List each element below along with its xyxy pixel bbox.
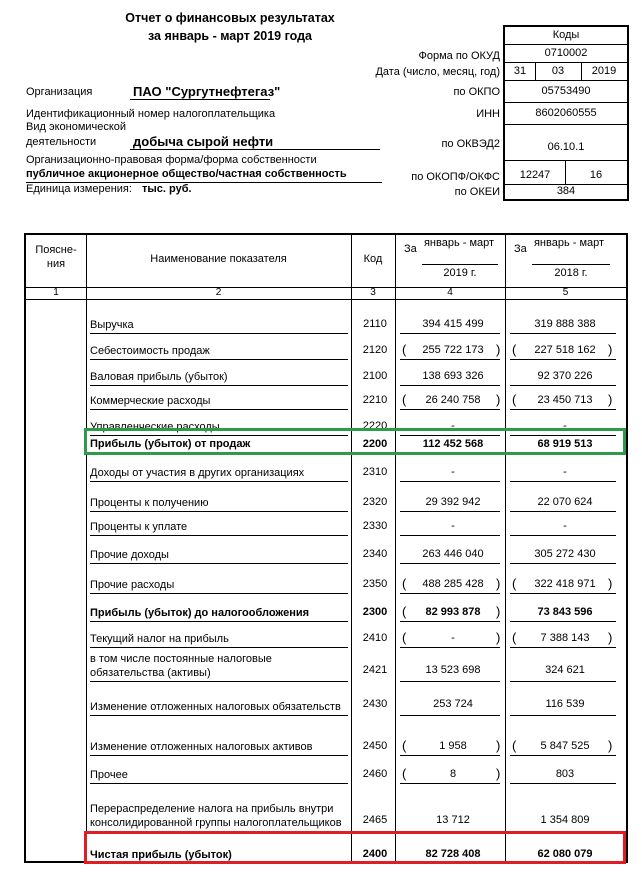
value-underline-2018 bbox=[510, 715, 616, 716]
value-underline-2019 bbox=[400, 333, 500, 334]
value-underline-2018 bbox=[510, 409, 616, 410]
row-value-2018: 73 843 596 bbox=[537, 606, 593, 618]
report-period: за январь - март 2019 года bbox=[148, 29, 312, 43]
name-underline bbox=[90, 621, 348, 622]
report-title: Отчет о финансовых результатах bbox=[125, 11, 335, 25]
row-name: Выручка bbox=[90, 319, 134, 331]
row-name: Текущий налог на прибыль bbox=[90, 633, 229, 645]
row-code: 2410 bbox=[362, 632, 388, 644]
row-name: Валовая прибыль (убыток) bbox=[90, 371, 228, 383]
row-value-2018: 5 847 525 bbox=[540, 740, 590, 752]
table-row bbox=[26, 763, 626, 785]
value-underline-2018 bbox=[510, 481, 616, 482]
row-value-2019: 82 993 878 bbox=[425, 606, 481, 618]
col-header-p2-period: январь - март bbox=[533, 237, 605, 249]
okud-label: Форма по ОКУД bbox=[418, 50, 500, 62]
name-underline bbox=[90, 359, 348, 360]
inn-label: ИНН bbox=[476, 108, 500, 120]
table-row bbox=[26, 787, 626, 833]
row-name: Прочие расходы bbox=[90, 579, 175, 591]
value-underline-2019 bbox=[400, 647, 500, 648]
numbers-divider bbox=[26, 299, 626, 300]
row-name: Управленческие расходы bbox=[90, 421, 220, 433]
value-underline-2018 bbox=[510, 511, 616, 512]
value-underline-2019 bbox=[400, 481, 500, 482]
row-value-2018: 324 621 bbox=[545, 664, 585, 676]
row-name: Себестоимость продаж bbox=[90, 345, 210, 357]
okopf-value: 12247 bbox=[505, 161, 565, 185]
name-underline bbox=[90, 783, 348, 784]
paren-close-2018: ) bbox=[608, 630, 613, 645]
name-underline bbox=[90, 647, 348, 648]
paren-open-2019: ( bbox=[402, 630, 407, 645]
name-underline bbox=[90, 481, 348, 482]
activity-underline bbox=[130, 149, 380, 150]
value-underline-2018 bbox=[510, 681, 616, 682]
value-underline-2018 bbox=[510, 621, 616, 622]
name-underline bbox=[90, 715, 348, 716]
org-value: ПАО "Сургутнефтегаз" bbox=[133, 84, 281, 99]
table-row bbox=[26, 313, 626, 335]
name-underline bbox=[90, 593, 348, 594]
col-num-3: 3 bbox=[370, 287, 376, 298]
row-code: 2450 bbox=[362, 740, 388, 752]
row-value-2019: 112 452 568 bbox=[422, 438, 484, 450]
row-code: 2200 bbox=[362, 438, 388, 450]
paren-open-2019: ( bbox=[402, 604, 407, 619]
activity-label-1: Вид экономической bbox=[26, 121, 127, 133]
row-value-2019: 1 958 bbox=[439, 740, 467, 752]
col-header-p1-za: За bbox=[404, 243, 417, 255]
row-code: 2320 bbox=[362, 496, 388, 508]
row-value-2018: 803 bbox=[555, 768, 575, 780]
col-header-code: Код bbox=[363, 253, 383, 265]
paren-open-2018: ( bbox=[512, 630, 517, 645]
paren-open-2019: ( bbox=[402, 576, 407, 591]
row-value-2019: 8 bbox=[449, 768, 457, 780]
row-code: 2350 bbox=[362, 578, 388, 590]
table-row bbox=[26, 515, 626, 537]
row-value-2018: 1 354 809 bbox=[540, 814, 590, 826]
value-underline-2019 bbox=[400, 715, 500, 716]
row-value-2019: 138 693 326 bbox=[422, 370, 484, 382]
value-underline-2019 bbox=[400, 385, 500, 386]
col-header-p2-za: За bbox=[514, 243, 527, 255]
name-underline bbox=[90, 563, 348, 564]
row-code: 2400 bbox=[362, 848, 388, 860]
row-value-2018: 92 370 226 bbox=[537, 370, 593, 382]
financial-results-table bbox=[24, 233, 628, 863]
row-value-2019: 29 392 942 bbox=[425, 496, 481, 508]
row-value-2019: - bbox=[451, 420, 455, 432]
name-underline bbox=[90, 385, 348, 386]
table-row bbox=[26, 651, 626, 683]
paren-open-2018: ( bbox=[512, 738, 517, 753]
date-year: 2019 bbox=[581, 63, 627, 81]
row-value-2018: 116 539 bbox=[545, 698, 585, 710]
name-underline bbox=[90, 535, 348, 536]
row-name: Коммерческие расходы bbox=[90, 395, 211, 407]
highlight-net-profit bbox=[84, 831, 626, 864]
row-value-2018: 7 388 143 bbox=[540, 632, 590, 644]
row-code: 2310 bbox=[362, 466, 388, 478]
col-num-1: 1 bbox=[53, 287, 59, 298]
paren-close-2018: ) bbox=[608, 738, 613, 753]
col-header-name: Наименование показателя bbox=[150, 253, 287, 265]
row-name: Перераспределение налога на прибыль внутри консолидированной группы налогоплательщиков bbox=[90, 803, 342, 829]
row-code: 2210 bbox=[362, 394, 388, 406]
org-label: Организация bbox=[26, 86, 93, 98]
name-underline bbox=[90, 511, 348, 512]
value-underline-2018 bbox=[510, 593, 616, 594]
codes-box bbox=[503, 25, 629, 201]
paren-open-2018: ( bbox=[512, 392, 517, 407]
org-underline bbox=[130, 99, 270, 100]
paren-open-2019: ( bbox=[402, 738, 407, 753]
col-header-p2-underline bbox=[532, 264, 610, 265]
okved-label: по ОКВЭД2 bbox=[441, 138, 500, 150]
form-value: публичное акционерное общество/частная собственность bbox=[26, 168, 347, 180]
row-code: 2465 bbox=[362, 814, 388, 826]
value-underline-2019 bbox=[400, 535, 500, 536]
highlight-sales-profit bbox=[84, 428, 626, 455]
row-value-2019: - bbox=[451, 466, 455, 478]
row-name: Прибыль (убыток) от продаж bbox=[90, 438, 251, 450]
value-underline-2019 bbox=[400, 755, 500, 756]
paren-close-2019: ) bbox=[496, 342, 501, 357]
row-name: Проценты к получению bbox=[90, 497, 209, 509]
row-value-2019: 488 285 428 bbox=[422, 578, 484, 590]
value-underline-2018 bbox=[510, 563, 616, 564]
date-divider-1 bbox=[535, 63, 536, 81]
row-value-2018: 23 450 713 bbox=[537, 394, 593, 406]
table-row bbox=[26, 339, 626, 361]
activity-label-2: деятельности bbox=[26, 136, 97, 148]
inn-value: 8602060555 bbox=[505, 103, 627, 125]
row-value-2018: - bbox=[563, 466, 567, 478]
codes-header: Коды bbox=[505, 27, 627, 45]
row-name: Изменение отложенных налоговых обязательств bbox=[90, 701, 341, 713]
unit-label: Единица измерения: bbox=[26, 183, 132, 195]
row-code: 2340 bbox=[362, 548, 388, 560]
value-underline-2019 bbox=[400, 409, 500, 410]
row-value-2019: 82 728 408 bbox=[425, 848, 481, 860]
table-row bbox=[26, 735, 626, 757]
paren-open-2018: ( bbox=[512, 576, 517, 591]
row-value-2019: 13 523 698 bbox=[425, 664, 481, 676]
col-num-4: 4 bbox=[447, 287, 453, 298]
okopf-divider bbox=[565, 161, 566, 185]
row-name: Прочее bbox=[90, 769, 128, 781]
table-row bbox=[26, 601, 626, 623]
okpo-label: по ОКПО bbox=[453, 86, 500, 98]
row-code: 2460 bbox=[362, 768, 388, 780]
value-underline-2018 bbox=[510, 333, 616, 334]
row-name: в том числе постоянные налоговые обязательства (активы) bbox=[90, 653, 272, 679]
col-num-5: 5 bbox=[562, 287, 569, 298]
row-value-2019: 253 724 bbox=[433, 698, 473, 710]
row-value-2019: 255 722 173 bbox=[422, 344, 484, 356]
paren-close-2019: ) bbox=[496, 630, 501, 645]
paren-close-2019: ) bbox=[496, 576, 501, 591]
date-divider-2 bbox=[581, 63, 582, 81]
table-row bbox=[26, 461, 626, 483]
activity-value: добыча сырой нефти bbox=[133, 134, 274, 149]
row-value-2018: 319 888 388 bbox=[534, 318, 596, 330]
col-header-notes: Поясне- ния bbox=[35, 244, 77, 270]
okfs-value: 16 bbox=[565, 161, 627, 185]
date-day: 31 bbox=[505, 63, 535, 81]
col-num-2: 2 bbox=[215, 287, 222, 298]
unit-value: тыс. руб. bbox=[142, 183, 192, 195]
okopf-label: по ОКОПФ/ОКФС bbox=[411, 171, 500, 183]
value-underline-2019 bbox=[400, 359, 500, 360]
okei-label: по ОКЕИ bbox=[454, 186, 500, 198]
row-name: Прочие доходы bbox=[90, 549, 169, 561]
value-underline-2018 bbox=[510, 359, 616, 360]
paren-close-2018: ) bbox=[608, 342, 613, 357]
value-underline-2018 bbox=[510, 385, 616, 386]
value-underline-2019 bbox=[400, 563, 500, 564]
col-header-p2-year: 2018 г. bbox=[554, 267, 588, 279]
row-name: Доходы от участия в других организациях bbox=[90, 467, 305, 479]
value-underline-2019 bbox=[400, 621, 500, 622]
row-value-2019: 13 712 bbox=[436, 814, 470, 826]
value-underline-2018 bbox=[510, 647, 616, 648]
date-month: 03 bbox=[535, 63, 581, 81]
row-value-2018: 68 919 513 bbox=[537, 438, 593, 450]
paren-open-2019: ( bbox=[402, 392, 407, 407]
table-row bbox=[26, 491, 626, 513]
row-name: Чистая прибыль (убыток) bbox=[90, 849, 232, 861]
table-row bbox=[26, 543, 626, 565]
row-code: 2421 bbox=[362, 664, 388, 676]
value-underline-2019 bbox=[400, 681, 500, 682]
row-name: Прибыль (убыток) до налогообложения bbox=[90, 607, 310, 619]
paren-close-2019: ) bbox=[496, 392, 501, 407]
form-label: Организационно-правовая форма/форма собственности bbox=[26, 154, 317, 166]
okei-value: 384 bbox=[556, 185, 576, 197]
col-header-p1-period: январь - март bbox=[423, 237, 495, 249]
paren-close-2019: ) bbox=[496, 738, 501, 753]
row-value-2018: 62 080 079 bbox=[537, 848, 593, 860]
row-value-2019: 26 240 758 bbox=[425, 394, 481, 406]
row-value-2018: - bbox=[563, 420, 567, 432]
row-value-2018: 227 518 162 bbox=[534, 344, 596, 356]
col-header-p1-underline bbox=[422, 264, 498, 265]
row-value-2018: 22 070 624 bbox=[537, 496, 593, 508]
table-row bbox=[26, 389, 626, 411]
paren-open-2019: ( bbox=[402, 766, 407, 781]
paren-close-2019: ) bbox=[496, 766, 501, 781]
paren-close-2018: ) bbox=[608, 576, 613, 591]
name-underline bbox=[90, 681, 348, 682]
table-row bbox=[26, 687, 626, 717]
value-underline-2018 bbox=[510, 535, 616, 536]
paren-open-2018: ( bbox=[512, 342, 517, 357]
row-value-2019: 394 415 499 bbox=[422, 318, 484, 330]
name-underline bbox=[90, 333, 348, 334]
col-header-p1-year: 2019 г. bbox=[443, 267, 477, 279]
table-row bbox=[26, 627, 626, 649]
value-underline-2019 bbox=[400, 783, 500, 784]
row-code: 2330 bbox=[362, 520, 388, 532]
table-row bbox=[26, 365, 626, 387]
name-underline bbox=[90, 755, 348, 756]
value-underline-2018 bbox=[510, 783, 616, 784]
paren-close-2018: ) bbox=[608, 392, 613, 407]
okved-value: 06.10.1 bbox=[505, 125, 627, 161]
row-code: 2300 bbox=[362, 606, 388, 618]
name-underline bbox=[90, 409, 348, 410]
row-value-2018: 305 272 430 bbox=[534, 548, 596, 560]
value-underline-2019 bbox=[400, 593, 500, 594]
value-underline-2019 bbox=[400, 511, 500, 512]
inn-description: Идентификационный номер налогоплательщика bbox=[26, 108, 276, 120]
row-name: Изменение отложенных налоговых активов bbox=[90, 741, 313, 753]
row-code: 2110 bbox=[363, 318, 387, 330]
row-value-2019: - bbox=[451, 520, 455, 532]
row-value-2018: 322 418 971 bbox=[534, 578, 596, 590]
value-underline-2018 bbox=[510, 755, 616, 756]
paren-open-2019: ( bbox=[402, 342, 407, 357]
row-code: 2220 bbox=[362, 420, 388, 432]
row-value-2019: 263 446 040 bbox=[422, 548, 484, 560]
row-code: 2100 bbox=[362, 370, 388, 382]
row-code: 2430 bbox=[362, 698, 388, 710]
row-value-2018: - bbox=[563, 520, 567, 532]
row-code: 2120 bbox=[362, 344, 388, 356]
row-value-2019: - bbox=[451, 632, 455, 644]
okpo-value: 05753490 bbox=[505, 81, 627, 103]
row-name: Проценты к уплате bbox=[90, 521, 188, 533]
table-row bbox=[26, 573, 626, 595]
date-label: Дата (число, месяц, год) bbox=[375, 66, 500, 78]
okud-value: 0710002 bbox=[505, 45, 627, 63]
paren-close-2019: ) bbox=[496, 604, 501, 619]
